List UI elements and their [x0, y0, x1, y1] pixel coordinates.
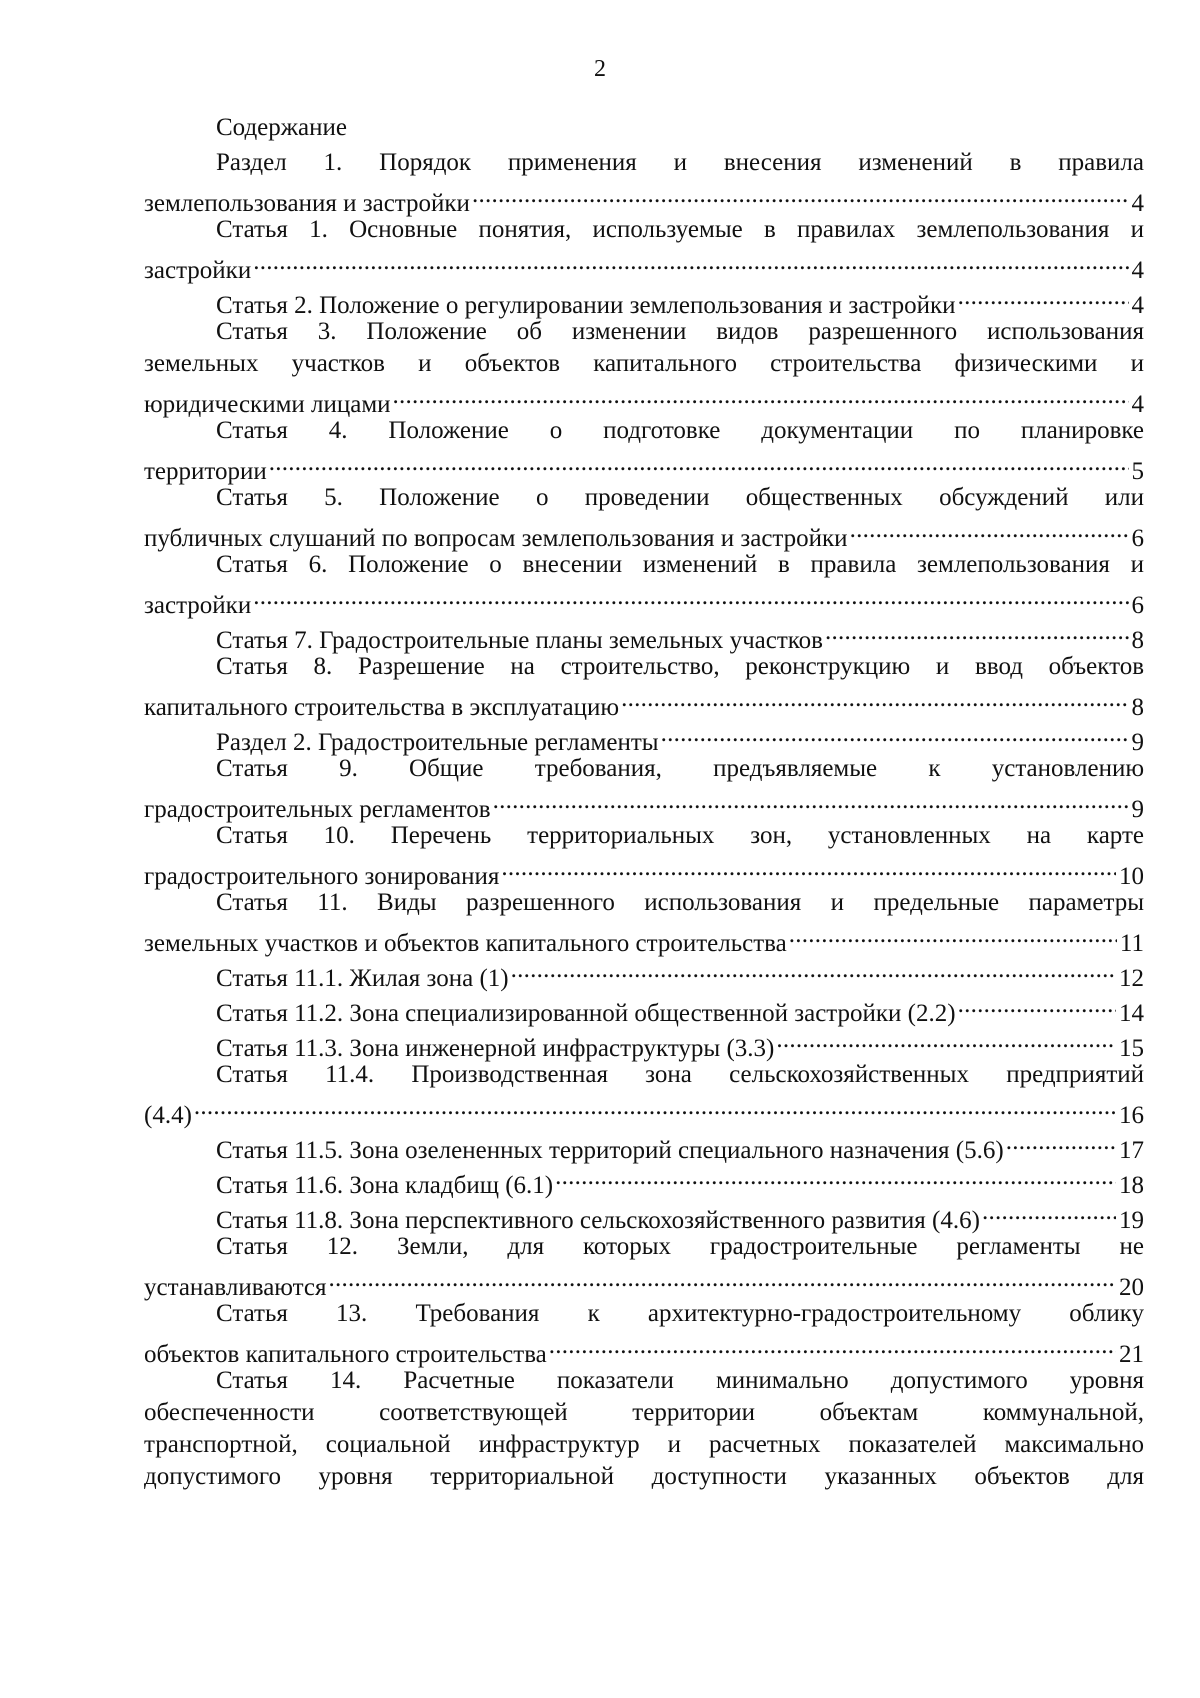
toc-entry-title: Статья 2. Положение о регулировании землепользования и застройки — [216, 292, 956, 319]
toc-entry-title: земельных участков и объектов капитального строительства — [144, 930, 787, 957]
toc-entry-title: объектов капитального строительства — [144, 1341, 547, 1368]
toc-entry-title: Статья 11.5. Зона озелененных территорий специального назначения (5.6) — [216, 1137, 1004, 1164]
document-body — [144, 112, 1144, 1493]
dot-leader — [547, 1330, 1116, 1362]
toc-entry — [144, 281, 1144, 319]
toc-entry-title: землепользования и застройки — [144, 190, 470, 217]
toc-page-number: 16 — [1119, 1102, 1144, 1129]
toc-page-number: 10 — [1119, 863, 1144, 890]
toc-entry-last-line — [144, 179, 1144, 217]
dot-leader — [659, 718, 1129, 750]
toc-entry-title: градостроительных регламентов — [144, 796, 491, 823]
dot-leader — [251, 246, 1128, 278]
toc-page-number: 15 — [1119, 1035, 1144, 1062]
toc-entry — [144, 1231, 1144, 1301]
toc-page-number: 11 — [1119, 930, 1144, 957]
toc-entry-title: градостроительного зонирования — [144, 863, 500, 890]
dot-leader — [499, 852, 1116, 884]
page-number: 2 — [594, 56, 606, 82]
dot-leader — [956, 989, 1116, 1021]
toc-entry — [144, 482, 1144, 552]
toc-entry-title: устанавливаются — [144, 1274, 327, 1301]
toc-entry-title: публичных слушаний по вопросам землепользования и застройки — [144, 525, 848, 552]
toc-entry-line: Статья 11. Виды разрешенного использования и предельные параметры — [216, 889, 1144, 916]
dot-leader — [848, 514, 1129, 546]
toc-entry-line: Статья 1. Основные понятия, используемые в правилах землепользования и — [216, 216, 1144, 243]
toc-page-number: 9 — [1131, 729, 1144, 756]
toc-page-number: 6 — [1131, 592, 1144, 619]
toc-entry-last-line — [144, 380, 1144, 418]
toc-entry-title: Статья 11.6. Зона кладбищ (6.1) — [216, 1172, 554, 1199]
toc-entry-last-line — [144, 1263, 1144, 1301]
toc-entry — [144, 1059, 1144, 1129]
toc-entry-last-line — [144, 246, 1144, 284]
toc-entry-title: Статья 11.1. Жилая зона (1) — [216, 965, 509, 992]
dot-leader — [251, 581, 1128, 613]
toc-entry — [144, 316, 1144, 418]
table-of-contents — [144, 147, 1144, 1368]
toc-entry-title: юридическими лицами — [144, 391, 391, 418]
toc-entry-line: Статья 10. Перечень территориальных зон, установленных на карте — [216, 822, 1144, 849]
dot-leader — [619, 683, 1128, 715]
toc-entry-last-line — [144, 785, 1144, 823]
toc-page-number: 5 — [1131, 458, 1144, 485]
toc-entry-title: застройки — [144, 257, 252, 284]
toc-entry-last-line — [144, 1330, 1144, 1368]
toc-page-number: 19 — [1119, 1207, 1144, 1234]
toc-entry-title: застройки — [144, 592, 252, 619]
dot-leader — [823, 616, 1129, 648]
dot-leader — [491, 785, 1129, 817]
toc-page-number: 17 — [1119, 1137, 1144, 1164]
toc-entry — [144, 1126, 1144, 1164]
toc-entry-line: Статья 13. Требования к архитектурно-градостроительному облику — [216, 1300, 1144, 1327]
toc-entry — [144, 887, 1144, 957]
toc-entry — [144, 820, 1144, 890]
toc-page-number: 4 — [1131, 257, 1144, 284]
dot-leader — [326, 1263, 1116, 1295]
toc-entry-last-line — [144, 447, 1144, 485]
toc-page-number: 12 — [1119, 965, 1144, 992]
toc-entry-line: Статья 11.4. Производственная зона сельскохозяйственных предприятий — [216, 1061, 1144, 1088]
toc-entry-last-line — [144, 581, 1144, 619]
toc-entry-title: (4.4) — [144, 1102, 192, 1129]
toc-page-number: 6 — [1131, 525, 1144, 552]
toc-page-number: 4 — [1131, 190, 1144, 217]
toc-entry-last-line — [144, 514, 1144, 552]
toc-entry-last-line — [144, 281, 1144, 319]
toc-entry-line: обеспеченности соответствующей территории объектам коммунальной, — [144, 1399, 1144, 1426]
toc-entry-last-line — [144, 683, 1144, 721]
dot-leader — [192, 1091, 1116, 1123]
toc-entry-last-line — [144, 919, 1144, 957]
toc-page-number: 8 — [1131, 694, 1144, 721]
toc-entry — [144, 214, 1144, 284]
toc-entry-line: Статья 12. Земли, для которых градостроительные регламенты не — [216, 1233, 1144, 1260]
toc-entry-line: земельных участков и объектов капитального строительства физическими и — [144, 350, 1144, 377]
dot-leader — [980, 1196, 1116, 1228]
dot-leader — [470, 179, 1129, 211]
toc-entry-title: Статья 11.2. Зона специализированной общественной застройки (2.2) — [216, 1000, 956, 1027]
toc-entry-line: Статья 5. Положение о проведении общественных обсуждений или — [216, 484, 1144, 511]
toc-entry-title: Статья 11.8. Зона перспективного сельскохозяйственного развития (4.6) — [216, 1207, 980, 1234]
toc-entry-line: Статья 3. Положение об изменении видов разрешенного использования — [216, 318, 1144, 345]
toc-page-number: 4 — [1131, 292, 1144, 319]
toc-entry — [144, 616, 1144, 654]
toc-entry-line: транспортной, социальной инфраструктур и расчетных показателей максимально — [144, 1431, 1144, 1458]
toc-entry-last-line — [144, 1091, 1144, 1129]
toc-entry — [144, 549, 1144, 619]
dot-leader — [956, 281, 1129, 313]
toc-page-number: 21 — [1119, 1341, 1144, 1368]
toc-page-number: 14 — [1119, 1000, 1144, 1027]
toc-entry-line: Статья 4. Положение о подготовке документации по планировке — [216, 417, 1144, 444]
toc-entry-line: Раздел 1. Порядок применения и внесения изменений в правила — [216, 149, 1144, 176]
toc-entry-title: территории — [144, 458, 267, 485]
toc-entry-last-line — [144, 616, 1144, 654]
toc-entry — [144, 415, 1144, 485]
toc-entry-line: допустимого уровня территориальной доступности указанных объектов для — [144, 1463, 1144, 1490]
toc-entry-line: Статья 6. Положение о внесении изменений в правила землепользования и — [216, 551, 1144, 578]
toc-title: Содержание — [216, 114, 347, 141]
toc-entry-line: Статья 8. Разрешение на строительство, реконструкцию и ввод объектов — [216, 653, 1144, 680]
toc-entry-last-line — [144, 1126, 1144, 1164]
dot-leader — [553, 1161, 1116, 1193]
dot-leader — [391, 380, 1129, 412]
toc-entry — [144, 1298, 1144, 1368]
dot-leader — [774, 1024, 1116, 1056]
toc-page-number: 18 — [1119, 1172, 1144, 1199]
toc-page-number: 8 — [1131, 627, 1144, 654]
toc-page-number: 4 — [1131, 391, 1144, 418]
dot-leader — [509, 954, 1116, 986]
dot-leader — [267, 447, 1129, 479]
toc-page-number: 20 — [1119, 1274, 1144, 1301]
toc-entry-continued — [144, 1365, 1144, 1493]
toc-entry-title: Статья 11.3. Зона инженерной инфраструктуры (3.3) — [216, 1035, 775, 1062]
toc-entry-title: Статья 7. Градостроительные планы земельных участков — [216, 627, 823, 654]
toc-entry-last-line — [144, 852, 1144, 890]
toc-entry-line: Статья 14. Расчетные показатели минимально допустимого уровня — [216, 1367, 1144, 1394]
toc-entry-title: Раздел 2. Градостроительные регламенты — [216, 729, 659, 756]
dot-leader — [787, 919, 1117, 951]
toc-entry-title: капитального строительства в эксплуатацию — [144, 694, 620, 721]
toc-entry — [144, 651, 1144, 721]
toc-entry — [144, 753, 1144, 823]
toc-entry — [144, 147, 1144, 217]
toc-entry-line: Статья 9. Общие требования, предъявляемые к установлению — [216, 755, 1144, 782]
dot-leader — [1004, 1126, 1116, 1158]
toc-page-number: 9 — [1131, 796, 1144, 823]
